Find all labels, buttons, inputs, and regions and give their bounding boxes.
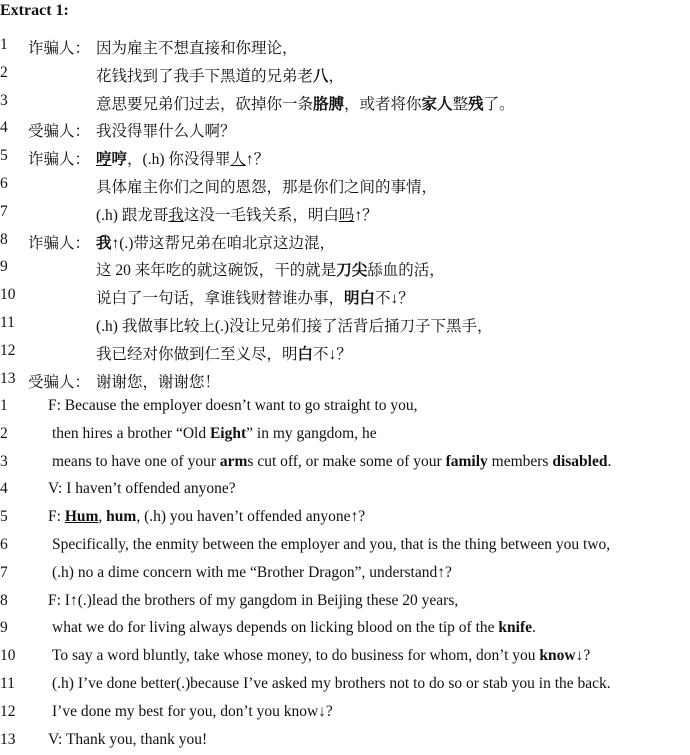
line-text [52, 564, 452, 582]
text-segment: 我 [96, 234, 112, 252]
line-text [48, 592, 458, 610]
line-text [96, 314, 493, 336]
speaker-label: 诈骗人： [28, 234, 91, 252]
text-segment: 说白了一句话，拿谁钱财替谁办事， [96, 290, 345, 308]
text-segment: (.h) no a dime concern with me “Brother Dragon”, understand↑? [52, 563, 452, 581]
text-segment: 意思要兄弟们过去，砍掉你一条 [96, 95, 314, 113]
speaker-label: 受骗人： [28, 373, 91, 391]
bold-segment [65, 508, 99, 525]
line-number: 1 [0, 397, 8, 414]
text-segment: 我已经对你做到仁至义尽，明 [96, 345, 298, 363]
underlined-segment [96, 151, 112, 168]
text-segment: (.h) 跟龙哥 [96, 206, 169, 224]
line-number: 11 [0, 314, 15, 331]
line-text [96, 147, 269, 169]
line-text [96, 258, 445, 280]
line-number: 6 [0, 175, 8, 192]
text-segment: hum [106, 508, 137, 526]
speaker-label: 受骗人： [28, 123, 91, 141]
line-number: 8 [0, 230, 8, 248]
text-segment: ， [328, 67, 345, 85]
line-text [52, 703, 333, 721]
bold-segment [336, 262, 367, 279]
line-number: 10 [0, 286, 16, 304]
text-segment: 这没一毛钱关系，明白 [183, 206, 339, 224]
text-segment: 刀尖 [336, 262, 368, 280]
text-segment: then hires a brother “Old [52, 424, 210, 442]
text-segment: knife [498, 619, 532, 637]
line-number: 9 [0, 258, 8, 276]
text-segment: 白 [297, 345, 314, 363]
bold-segment [552, 453, 607, 470]
line-text [96, 370, 220, 392]
text-segment: what we do for living always depends on licking blood on the tip of the [52, 619, 499, 637]
text-segment: . [607, 452, 612, 470]
text-segment: 谢谢您，谢谢您！ [96, 373, 221, 391]
underlined-segment [168, 207, 184, 224]
text-segment: family [445, 452, 488, 470]
text-segment: 家人 [421, 95, 453, 113]
line-number: 12 [0, 702, 16, 720]
text-segment: ” in my gangdom, he [246, 424, 377, 442]
line-text [96, 36, 298, 58]
line-number: 13 [0, 369, 16, 387]
line-text [52, 647, 590, 665]
text-segment: F: [48, 508, 65, 526]
text-segment: 了。 [483, 95, 515, 113]
line-text [96, 231, 335, 253]
line-number: 1 [0, 36, 8, 53]
text-segment: disabled [552, 452, 608, 470]
text-segment: 吗 [338, 206, 355, 224]
text-segment: 明白 [344, 290, 376, 308]
line-number: 3 [0, 91, 8, 109]
line-text [52, 675, 611, 693]
line-text [48, 480, 236, 498]
text-segment: 哼 [111, 151, 128, 169]
line-text [52, 453, 611, 471]
text-segment: 不↓？ [313, 345, 352, 363]
line-text [96, 64, 344, 86]
text-segment: Eight [209, 424, 247, 442]
text-segment: (.h) 我做事比较上(.)没让兄弟们接了活背后捅刀子下黑手， [96, 318, 493, 335]
text-segment: 不↓？ [375, 290, 414, 308]
text-segment: ↓? [575, 647, 591, 665]
text-segment: 残 [468, 95, 484, 113]
text-segment: means to have one of your [52, 452, 220, 470]
text-segment: To say a word bluntly, take whose money, to do business for whom, don’t you [52, 647, 540, 665]
line-text [52, 536, 610, 554]
bold-segment [96, 151, 112, 168]
text-segment: . [532, 619, 536, 637]
line-text [96, 342, 352, 364]
text-segment: F: Because the employer doesn’t want to go straight to you, [48, 397, 418, 414]
text-segment: ，(.h) 你没得罪 [127, 151, 231, 169]
line-number: 2 [0, 63, 8, 81]
text-segment: , (.h) you haven’t offended anyone↑? [136, 508, 366, 526]
line-number: 8 [0, 591, 8, 609]
text-segment: , [98, 508, 107, 526]
bold-segment [344, 290, 375, 307]
line-number: 5 [0, 508, 8, 526]
bold-segment [298, 346, 314, 363]
line-number: 13 [0, 730, 16, 748]
line-text [48, 397, 418, 415]
text-segment: V: I haven’t offended anyone? [48, 480, 236, 498]
line-text [48, 508, 365, 526]
line-text [96, 92, 515, 114]
text-segment: ↑(.)带这帮兄弟在咱北京这边混， [111, 234, 335, 252]
text-segment: 我 [168, 206, 184, 224]
speaker-label: 诈骗人： [28, 151, 91, 169]
bold-segment [446, 453, 488, 470]
bold-segment [468, 96, 484, 113]
speaker-label: 诈骗人： [28, 40, 91, 57]
bold-segment [112, 151, 128, 168]
bold-segment [96, 235, 112, 252]
text-segment: I’ve done my best for you, don’t you know↓? [52, 702, 333, 720]
bold-segment [313, 68, 329, 85]
bold-segment [422, 96, 453, 113]
line-text [52, 619, 536, 637]
line-text [52, 425, 377, 443]
text-segment: members [487, 452, 553, 470]
bold-segment [539, 647, 575, 664]
text-segment: know [539, 647, 576, 665]
line-text [48, 731, 207, 749]
text-segment: (.h) I’ve done better(.)because I’ve asked my brothers not to do so or stab you in the back. [52, 675, 611, 692]
line-number: 4 [0, 480, 8, 498]
text-segment: 这 20 来年吃的就这碗饭，干的就是 [96, 262, 337, 280]
text-segment: 因为雇主不想直接和你理论， [96, 40, 298, 57]
text-segment: F: I↑(.)lead the brothers of my gangdom in Beijing these 20 years, [48, 591, 459, 609]
text-segment: 胳膊 [313, 95, 345, 113]
line-text [96, 203, 378, 225]
text-segment: 舔血的活， [367, 262, 445, 280]
text-segment: Hum [64, 508, 99, 526]
line-number: 11 [0, 675, 15, 692]
line-number: 10 [0, 647, 16, 665]
text-segment: 整 [452, 95, 469, 113]
line-text [96, 175, 437, 197]
line-number: 6 [0, 536, 8, 553]
extract-title: Extract 1: [0, 2, 69, 19]
text-segment: 人 [230, 151, 246, 169]
text-segment: 具体雇主你们之间的恩怨，那是你们之间的事情， [96, 179, 438, 196]
line-number: 4 [0, 119, 8, 137]
line-number: 9 [0, 619, 8, 637]
bold-segment [210, 425, 246, 442]
line-number: 2 [0, 424, 8, 442]
text-segment: arm [219, 452, 248, 470]
underlined-segment [230, 151, 246, 168]
line-number: 7 [0, 563, 8, 581]
line-number: 3 [0, 452, 8, 470]
text-segment: ，或者将你 [344, 95, 422, 113]
line-number: 12 [0, 341, 16, 359]
text-segment: Specifically, the enmity between the employer and you, that is the thing between you two, [52, 536, 611, 553]
line-number: 7 [0, 202, 8, 220]
text-segment: 我没得罪什么人啊？ [96, 123, 236, 141]
bold-segment [313, 96, 344, 113]
text-segment: s cut off, or make some of your [247, 452, 446, 470]
line-text [96, 286, 414, 308]
bold-segment [498, 619, 532, 636]
text-segment: 八 [313, 67, 329, 85]
text-segment: ↑？ [354, 206, 378, 224]
underlined-segment [65, 508, 99, 525]
underlined-segment [339, 207, 355, 224]
bold-segment [106, 508, 136, 525]
text-segment: V: Thank you, thank you! [48, 730, 208, 748]
bold-segment [220, 453, 248, 470]
line-number: 5 [0, 147, 8, 165]
text-segment: ↑？ [245, 151, 270, 169]
text-segment: 花钱找到了我手下黑道的兄弟老 [96, 67, 314, 85]
text-segment: 哼 [96, 151, 112, 169]
line-text [96, 119, 236, 141]
